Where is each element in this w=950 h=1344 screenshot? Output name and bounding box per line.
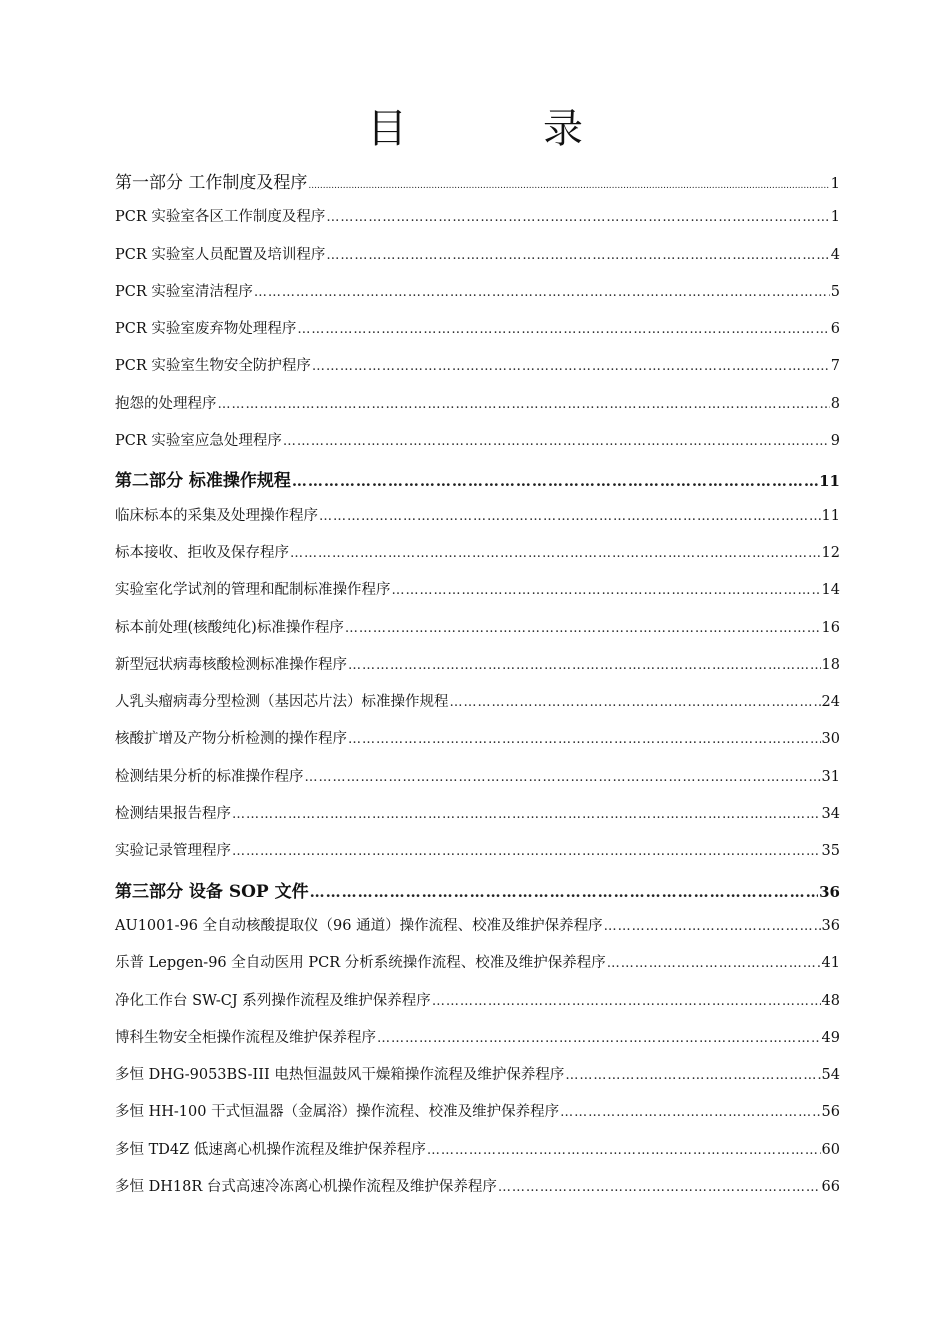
toc-entry-label: 多恒 HH-100 干式恒温器（金属浴）操作流程、校准及维护保养程序 — [115, 1104, 560, 1121]
table-of-contents — [115, 168, 840, 1212]
toc-page-number: 31 — [821, 768, 840, 785]
toc-entry-label: PCR 实验室废弃物处理程序 — [115, 321, 297, 338]
toc-page-number: 60 — [821, 1141, 840, 1158]
dot-leader — [326, 210, 829, 225]
page-title: 目 录 — [367, 105, 631, 152]
dot-leader — [432, 994, 821, 1009]
toc-entry-label: 实验记录管理程序 — [115, 843, 231, 860]
toc-entry[interactable] — [115, 1138, 840, 1175]
dot-leader — [377, 1031, 821, 1046]
dot-leader — [312, 359, 830, 374]
dot-leader — [305, 770, 821, 785]
toc-entry-label: 净化工作台 SW-CJ 系列操作流程及维护保养程序 — [115, 992, 431, 1009]
dot-leader — [392, 583, 821, 598]
dot-leader — [604, 919, 821, 934]
toc-entry-label: 检测结果分析的标准操作程序 — [115, 768, 304, 785]
toc-part-heading[interactable] — [115, 877, 840, 914]
toc-entry[interactable] — [115, 1026, 840, 1063]
dot-leader — [345, 621, 821, 636]
dot-leader — [218, 397, 830, 412]
toc-entry-label: 第二部分 标准操作规程 — [115, 471, 291, 492]
toc-page-number: 56 — [821, 1104, 840, 1121]
toc-entry[interactable] — [115, 839, 840, 876]
dot-leader — [310, 883, 819, 901]
toc-entry[interactable] — [115, 243, 840, 280]
toc-entry-label: PCR 实验室人员配置及培训程序 — [115, 246, 326, 263]
dot-leader — [565, 1068, 820, 1083]
toc-page-number: 35 — [821, 843, 840, 860]
toc-entry-label: 多恒 DHG-9053BS-III 电热恒温鼓风干燥箱操作流程及维护保养程序 — [115, 1067, 565, 1084]
toc-page-number: 12 — [821, 544, 840, 561]
toc-entry[interactable] — [115, 429, 840, 466]
toc-page-number: 1 — [830, 209, 840, 226]
toc-entry[interactable] — [115, 951, 840, 988]
dot-leader — [319, 509, 821, 524]
dot-leader — [232, 844, 821, 859]
toc-entry[interactable] — [115, 578, 840, 615]
toc-entry-label: 抱怨的处理程序 — [115, 395, 217, 412]
dot-leader — [427, 1143, 821, 1158]
dot-leader — [450, 695, 821, 710]
toc-entry-label: PCR 实验室生物安全防护程序 — [115, 358, 311, 375]
dot-leader — [348, 732, 821, 747]
toc-entry-label: 标本前处理(核酸纯化)标准操作程序 — [115, 619, 344, 636]
toc-page-number: 41 — [821, 955, 840, 972]
toc-entry[interactable] — [115, 392, 840, 429]
dot-leader — [326, 248, 829, 263]
toc-entry-label: 标本接收、拒收及保存程序 — [115, 544, 289, 561]
toc-page-number: 16 — [821, 619, 840, 636]
toc-page-number: 36 — [819, 882, 840, 901]
dot-leader — [232, 807, 821, 822]
dot-leader — [292, 472, 818, 490]
toc-entry-label: 博科生物安全柜操作流程及维护保养程序 — [115, 1029, 376, 1046]
toc-entry[interactable] — [115, 690, 840, 727]
toc-entry[interactable] — [115, 541, 840, 578]
dot-leader — [290, 546, 821, 561]
dot-leader — [308, 181, 829, 191]
toc-entry-label: 临床标本的采集及处理操作程序 — [115, 507, 318, 524]
toc-entry[interactable] — [115, 1063, 840, 1100]
toc-entry[interactable] — [115, 354, 840, 391]
toc-entry-label: 检测结果报告程序 — [115, 806, 231, 823]
toc-page-number: 34 — [821, 806, 840, 823]
toc-page-number: 36 — [821, 917, 840, 934]
toc-entry[interactable] — [115, 205, 840, 242]
toc-entry-label: PCR 实验室应急处理程序 — [115, 433, 282, 450]
toc-page-number: 9 — [830, 433, 840, 450]
toc-entry-label: 实验室化学试剂的管理和配制标准操作程序 — [115, 582, 391, 599]
toc-page-number: 8 — [830, 395, 840, 412]
toc-part-heading[interactable] — [115, 168, 840, 205]
toc-entry[interactable] — [115, 317, 840, 354]
toc-page-number: 48 — [821, 992, 840, 1009]
toc-page-number: 11 — [819, 472, 840, 491]
toc-entry-label: AU1001-96 全自动核酸提取仪（96 通道）操作流程、校准及维护保养程序 — [115, 917, 603, 934]
toc-part-heading[interactable] — [115, 466, 840, 503]
toc-page-number: 7 — [830, 358, 840, 375]
toc-entry[interactable] — [115, 280, 840, 317]
toc-entry-label: 多恒 DH18R 台式高速冷冻离心机操作流程及维护保养程序 — [115, 1179, 497, 1196]
toc-page-number: 1 — [830, 174, 840, 192]
toc-entry-label: 第三部分 设备 SOP 文件 — [115, 881, 309, 902]
toc-entry[interactable] — [115, 727, 840, 764]
toc-entry[interactable] — [115, 914, 840, 951]
toc-page-number: 4 — [830, 246, 840, 263]
toc-entry-label: 新型冠状病毒核酸检测标准操作程序 — [115, 656, 347, 673]
toc-entry[interactable] — [115, 616, 840, 653]
dot-leader — [607, 956, 821, 971]
toc-page-number: 30 — [821, 731, 840, 748]
toc-page-number: 49 — [821, 1029, 840, 1046]
dot-leader — [348, 658, 821, 673]
dot-leader — [498, 1180, 821, 1195]
toc-entry[interactable] — [115, 1175, 840, 1212]
toc-page-number: 11 — [821, 507, 840, 524]
dot-leader — [560, 1105, 820, 1120]
toc-entry-label: 乐普 Lepgen-96 全自动医用 PCR 分析系统操作流程、校准及维护保养程序 — [115, 955, 606, 972]
toc-entry[interactable] — [115, 504, 840, 541]
toc-page-number: 14 — [821, 582, 840, 599]
dot-leader — [297, 322, 829, 337]
toc-page-number: 18 — [821, 656, 840, 673]
toc-entry-label: 多恒 TD4Z 低速离心机操作流程及维护保养程序 — [115, 1141, 426, 1158]
toc-entry[interactable] — [115, 765, 840, 802]
toc-entry-label: 核酸扩增及产物分析检测的操作程序 — [115, 731, 347, 748]
toc-page-number: 54 — [821, 1067, 840, 1084]
toc-entry-label: 人乳头瘤病毒分型检测（基因芯片法）标准操作规程 — [115, 694, 449, 711]
toc-page-number: 6 — [830, 321, 840, 338]
toc-entry-label: 第一部分 工作制度及程序 — [115, 173, 308, 193]
toc-entry[interactable] — [115, 802, 840, 839]
toc-entry[interactable] — [115, 989, 840, 1026]
toc-page-number: 24 — [821, 694, 840, 711]
dot-leader — [254, 285, 830, 300]
toc-page-number: 5 — [830, 283, 840, 300]
toc-entry-label: PCR 实验室各区工作制度及程序 — [115, 209, 326, 226]
toc-page-number: 66 — [821, 1179, 840, 1196]
toc-entry-label: PCR 实验室清洁程序 — [115, 283, 253, 300]
toc-entry[interactable] — [115, 1100, 840, 1137]
dot-leader — [283, 434, 830, 449]
toc-entry[interactable] — [115, 653, 840, 690]
